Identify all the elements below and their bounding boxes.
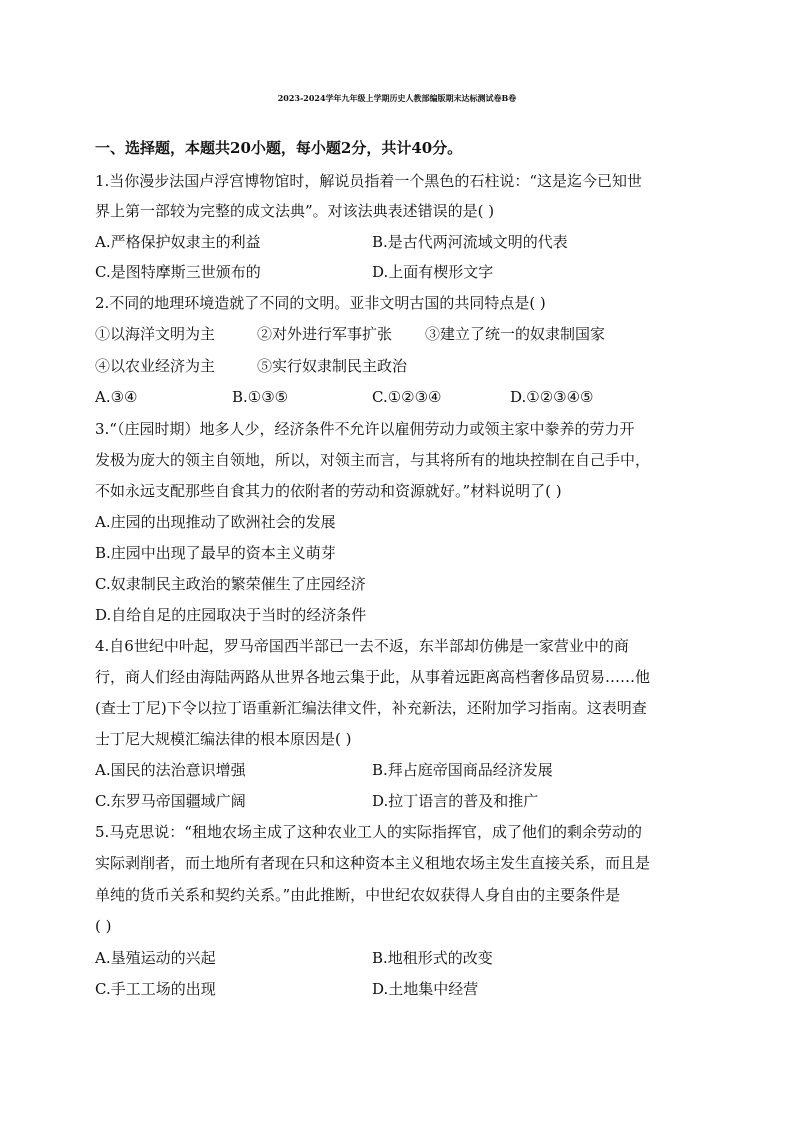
q5-line-1: 5.马克思说：“租地农场主成了这种农业工人的实际指挥官，成了他们的剩余劳动的: [95, 823, 642, 841]
section-heading: 一、选择题，本题共20小题，每小题2分，共计40分。: [95, 139, 463, 157]
q2-statement-1: ①以海洋文明为主: [95, 325, 216, 343]
q5-option-d: D.土地集中经营: [372, 980, 479, 998]
q3-option-c: C.奴隶制民主政治的繁荣催生了庄园经济: [95, 575, 366, 593]
q5-option-b: B.地租形式的改变: [372, 949, 493, 967]
q4-option-d: D.拉丁语言的普及和推广: [372, 792, 539, 810]
q4-line-1: 4.自6世纪中叶起，罗马帝国西半部已一去不返，东半部却仿佛是一家营业中的商: [95, 637, 629, 655]
q1-option-a: A.严格保护奴隶主的利益: [95, 233, 261, 251]
q2-statement-4: ④以农业经济为主: [95, 357, 216, 375]
q3-line-2: 发极为庞大的领主自领地，所以，对领主而言，与其将所有的地块控制在自己手中，: [95, 451, 651, 469]
page-title: 2023-2024学年九年级上学期历史人教部编版期末达标测试卷B卷: [277, 93, 517, 103]
q4-line-3: (查士丁尼)下令以拉丁语重新汇编法律文件，补充新法，还附加学习指南。这表明查: [95, 699, 647, 717]
q5-line-3: 单纯的货币关系和契约关系。”由此推断，中世纪农奴获得人身自由的主要条件是: [95, 886, 621, 904]
q2-option-b: B.①③⑤: [232, 388, 289, 406]
q2-statement-5: ⑤实行奴隶制民主政治: [257, 357, 408, 375]
q2-option-d: D.①②③④⑤: [510, 388, 594, 406]
q4-line-4: 士丁尼大规模汇编法律的根本原因是( ): [95, 730, 352, 748]
q1-option-b: B.是古代两河流域文明的代表: [372, 233, 568, 251]
q5-line-2: 实际剥削者，而土地所有者现在只和这种资本主义租地农场主发生直接关系，而且是: [95, 854, 651, 872]
q4-option-c: C.东罗马帝国疆域广阔: [95, 792, 246, 810]
q1-option-c: C.是图特摩斯三世颁布的: [95, 263, 261, 281]
q1-line-2: 界上第一部较为完整的成文法典”。对该法典表述错误的是( ): [95, 202, 495, 220]
q4-line-2: 行，商人们经由海陆两路从世界各地云集于此，从事着远距离高档奢侈品贸易……他: [95, 668, 651, 686]
q2-line-1: 2.不同的地理环境造就了不同的文明。亚非文明古国的共同特点是( ): [95, 294, 546, 312]
q2-statement-2: ②对外进行军事扩张: [257, 325, 393, 343]
q3-line-1: 3.“（庄园时期）地多人少，经济条件不允许以雇佣劳动力或领主家中豢养的劳力开: [95, 420, 635, 438]
q1-option-d: D.上面有楔形文字: [372, 263, 494, 281]
q2-option-c: C.①②③④: [372, 388, 442, 406]
q3-option-b: B.庄园中出现了最早的资本主义萌芽: [95, 544, 336, 562]
q4-option-a: A.国民的法治意识增强: [95, 761, 246, 779]
q5-option-c: C.手工工场的出现: [95, 980, 216, 998]
q4-option-b: B.拜占庭帝国商品经济发展: [372, 761, 553, 779]
q5-line-4: ( ): [95, 917, 112, 935]
q1-line-1: 1.当你漫步法国卢浮宫博物馆时，解说员指着一个黑色的石柱说：“这是迄今已知世: [95, 172, 642, 190]
q5-option-a: A.垦殖运动的兴起: [95, 949, 216, 967]
q2-option-a: A.③④: [95, 388, 138, 406]
q2-statement-3: ③建立了统一的奴隶制国家: [425, 325, 606, 343]
q3-line-3: 不如永远支配那些自食其力的依附者的劳动和资源就好。”材料说明了( ): [95, 482, 562, 500]
q3-option-d: D.自给自足的庄园取决于当时的经济条件: [95, 606, 367, 624]
q3-option-a: A.庄园的出现推动了欧洲社会的发展: [95, 513, 336, 531]
